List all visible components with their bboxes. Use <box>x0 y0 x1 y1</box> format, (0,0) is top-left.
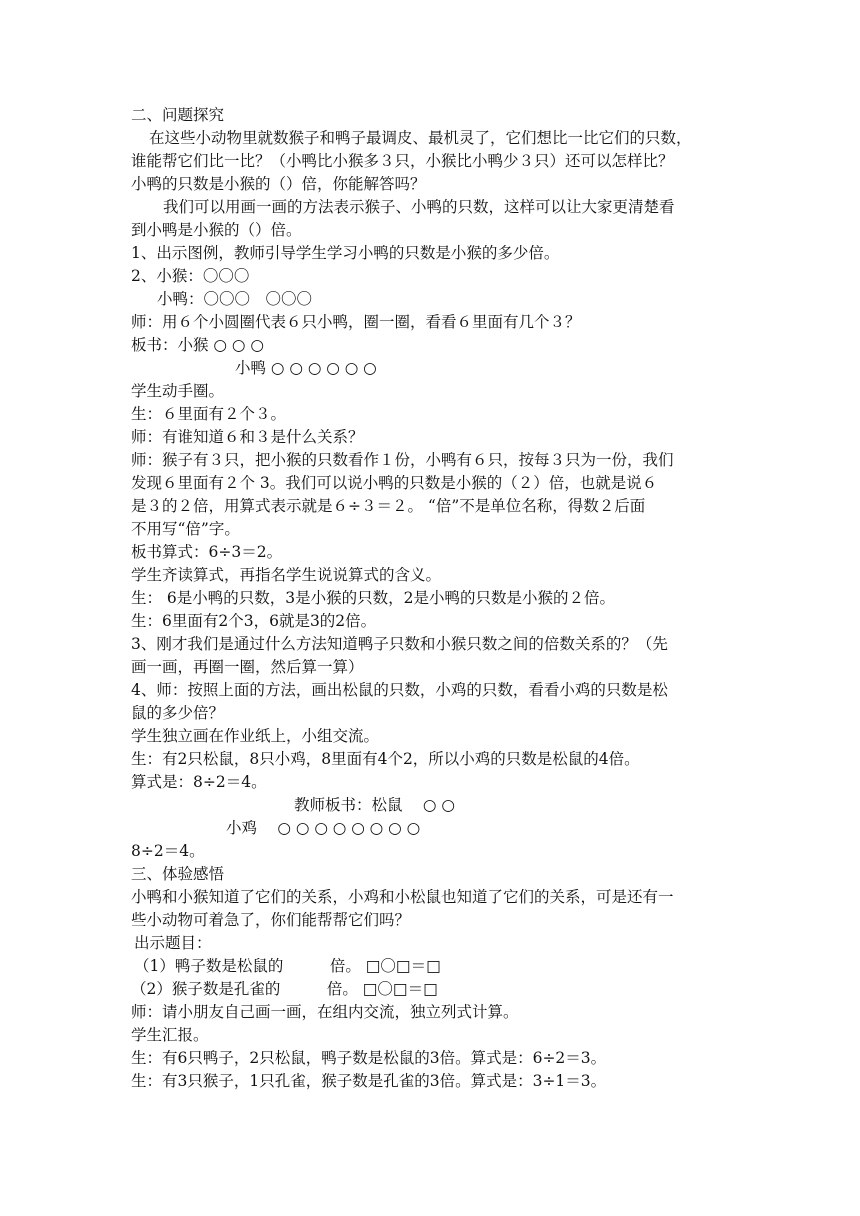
paragraph-line: 4、师：按照上面的方法，画出松鼠的只数，小鸡的只数，看看小鸡的只数是松 <box>131 681 668 699</box>
paragraph-line: 教师板书：松鼠 ○ ○ <box>294 796 455 814</box>
paragraph-line: 师：请小朋友自己画一画，在组内交流，独立列式计算。 <box>131 1003 519 1021</box>
paragraph-line: 学生独立画在作业纸上，小组交流。 <box>131 727 380 745</box>
paragraph-line: 谁能帮它们比一比？（小鸭比小猴多３只，小猴比小鸭少３只）还可以怎样比？ <box>131 152 674 170</box>
paragraph-line: 板书：小猴 ○ ○ ○ <box>131 336 264 354</box>
paragraph-line: 画一画，再圈一圈，然后算一算） <box>131 658 364 676</box>
paragraph-line: 到小鸭是小猴的（）倍。 <box>131 221 302 239</box>
paragraph-line: 学生动手圈。 <box>131 382 225 400</box>
paragraph-line: 算式是：8÷2＝4。 <box>131 773 267 791</box>
paragraph-line: 师：有谁知道６和３是什么关系？ <box>131 428 364 446</box>
paragraph-line: 发现６里面有２个 3。我们可以说小鸭的只数是小猴的（２）倍，也就是说６ <box>131 474 658 492</box>
paragraph-line: 小鸭和小猴知道了它们的关系，小鸡和小松鼠也知道了它们的关系，可是还有一 <box>131 888 674 906</box>
paragraph-line: 师：猴子有３只，把小猴的只数看作１份，小鸭有６只，按每３只为一份，我们 <box>131 451 674 469</box>
paragraph-line: 我们可以用画一画的方法表示猴子、小鸭的只数，这样可以让大家更清楚看 <box>163 198 675 216</box>
paragraph-line: （2）猴子数是孔雀的 倍。 □〇□＝□ <box>131 980 438 998</box>
paragraph-line: 三、体验感悟 <box>131 865 225 883</box>
paragraph-line: 不用写“倍”字。 <box>131 520 240 538</box>
paragraph-line: 生：6里面有2个3，6就是3的2倍。 <box>131 612 377 630</box>
paragraph-line: 师：用６个小圆圈代表６只小鸭，圈一圈，看看６里面有几个３？ <box>131 313 581 331</box>
paragraph-line: 生：６里面有２个３。 <box>131 405 287 423</box>
paragraph-line: （1）鸭子数是松鼠的 倍。 □〇□＝□ <box>134 957 441 975</box>
paragraph-line: 生： 6是小鸭的只数，3是小猴的只数，2是小鸭的只数是小猴的２倍。 <box>131 589 616 607</box>
paragraph-line: 学生齐读算式，再指名学生说说算式的含义。 <box>131 566 442 584</box>
paragraph-line: 小鸭的只数是小猴的（）倍，你能解答吗？ <box>131 175 426 193</box>
paragraph-line: 生：有2只松鼠，8只小鸡，8里面有4个2，所以小鸡的只数是松鼠的4倍。 <box>131 750 640 768</box>
paragraph-line: 在这些小动物里就数猴子和鸭子最调皮、最机灵了，它们想比一比它们的只数， <box>149 129 692 147</box>
paragraph-line: 小鸭：〇〇〇 〇〇〇 <box>157 290 313 308</box>
paragraph-line: 板书算式：6÷3＝2。 <box>131 543 283 561</box>
paragraph-line: 3、刚才我们是通过什么方法知道鸭子只数和小猴只数之间的倍数关系的？（先 <box>131 635 668 653</box>
paragraph-line: 是３的２倍，用算式表示就是６÷３＝２。 “倍”不是单位名称，得数２后面 <box>131 497 646 515</box>
paragraph-line: 生：有6只鸭子，2只松鼠，鸭子数是松鼠的3倍。算式是：6÷2＝3。 <box>131 1049 607 1067</box>
paragraph-line: 小鸡 ○ ○ ○ ○ ○ ○ ○ ○ <box>226 819 421 837</box>
paragraph-line: 学生汇报。 <box>131 1026 209 1044</box>
paragraph-line: 生：有3只猴子，1只孔雀，猴子数是孔雀的3倍。算式是：3÷1＝3。 <box>131 1072 607 1090</box>
paragraph-line: 2、小猴：〇〇〇 <box>131 267 250 285</box>
section-heading: 8÷2＝4。 <box>131 842 205 860</box>
paragraph-line: 鼠的多少倍？ <box>131 704 225 722</box>
paragraph-line: 小鸭 ○ ○ ○ ○ ○ ○ <box>235 359 377 377</box>
paragraph-line: 些小动物可着急了，你们能帮帮它们吗？ <box>131 911 411 929</box>
section-heading: 二、问题探究 <box>131 106 225 124</box>
paragraph-line: 1、出示图例，教师引导学生学习小鸭的只数是小猴的多少倍。 <box>131 244 560 262</box>
paragraph-line: 出示题目： <box>134 934 212 952</box>
